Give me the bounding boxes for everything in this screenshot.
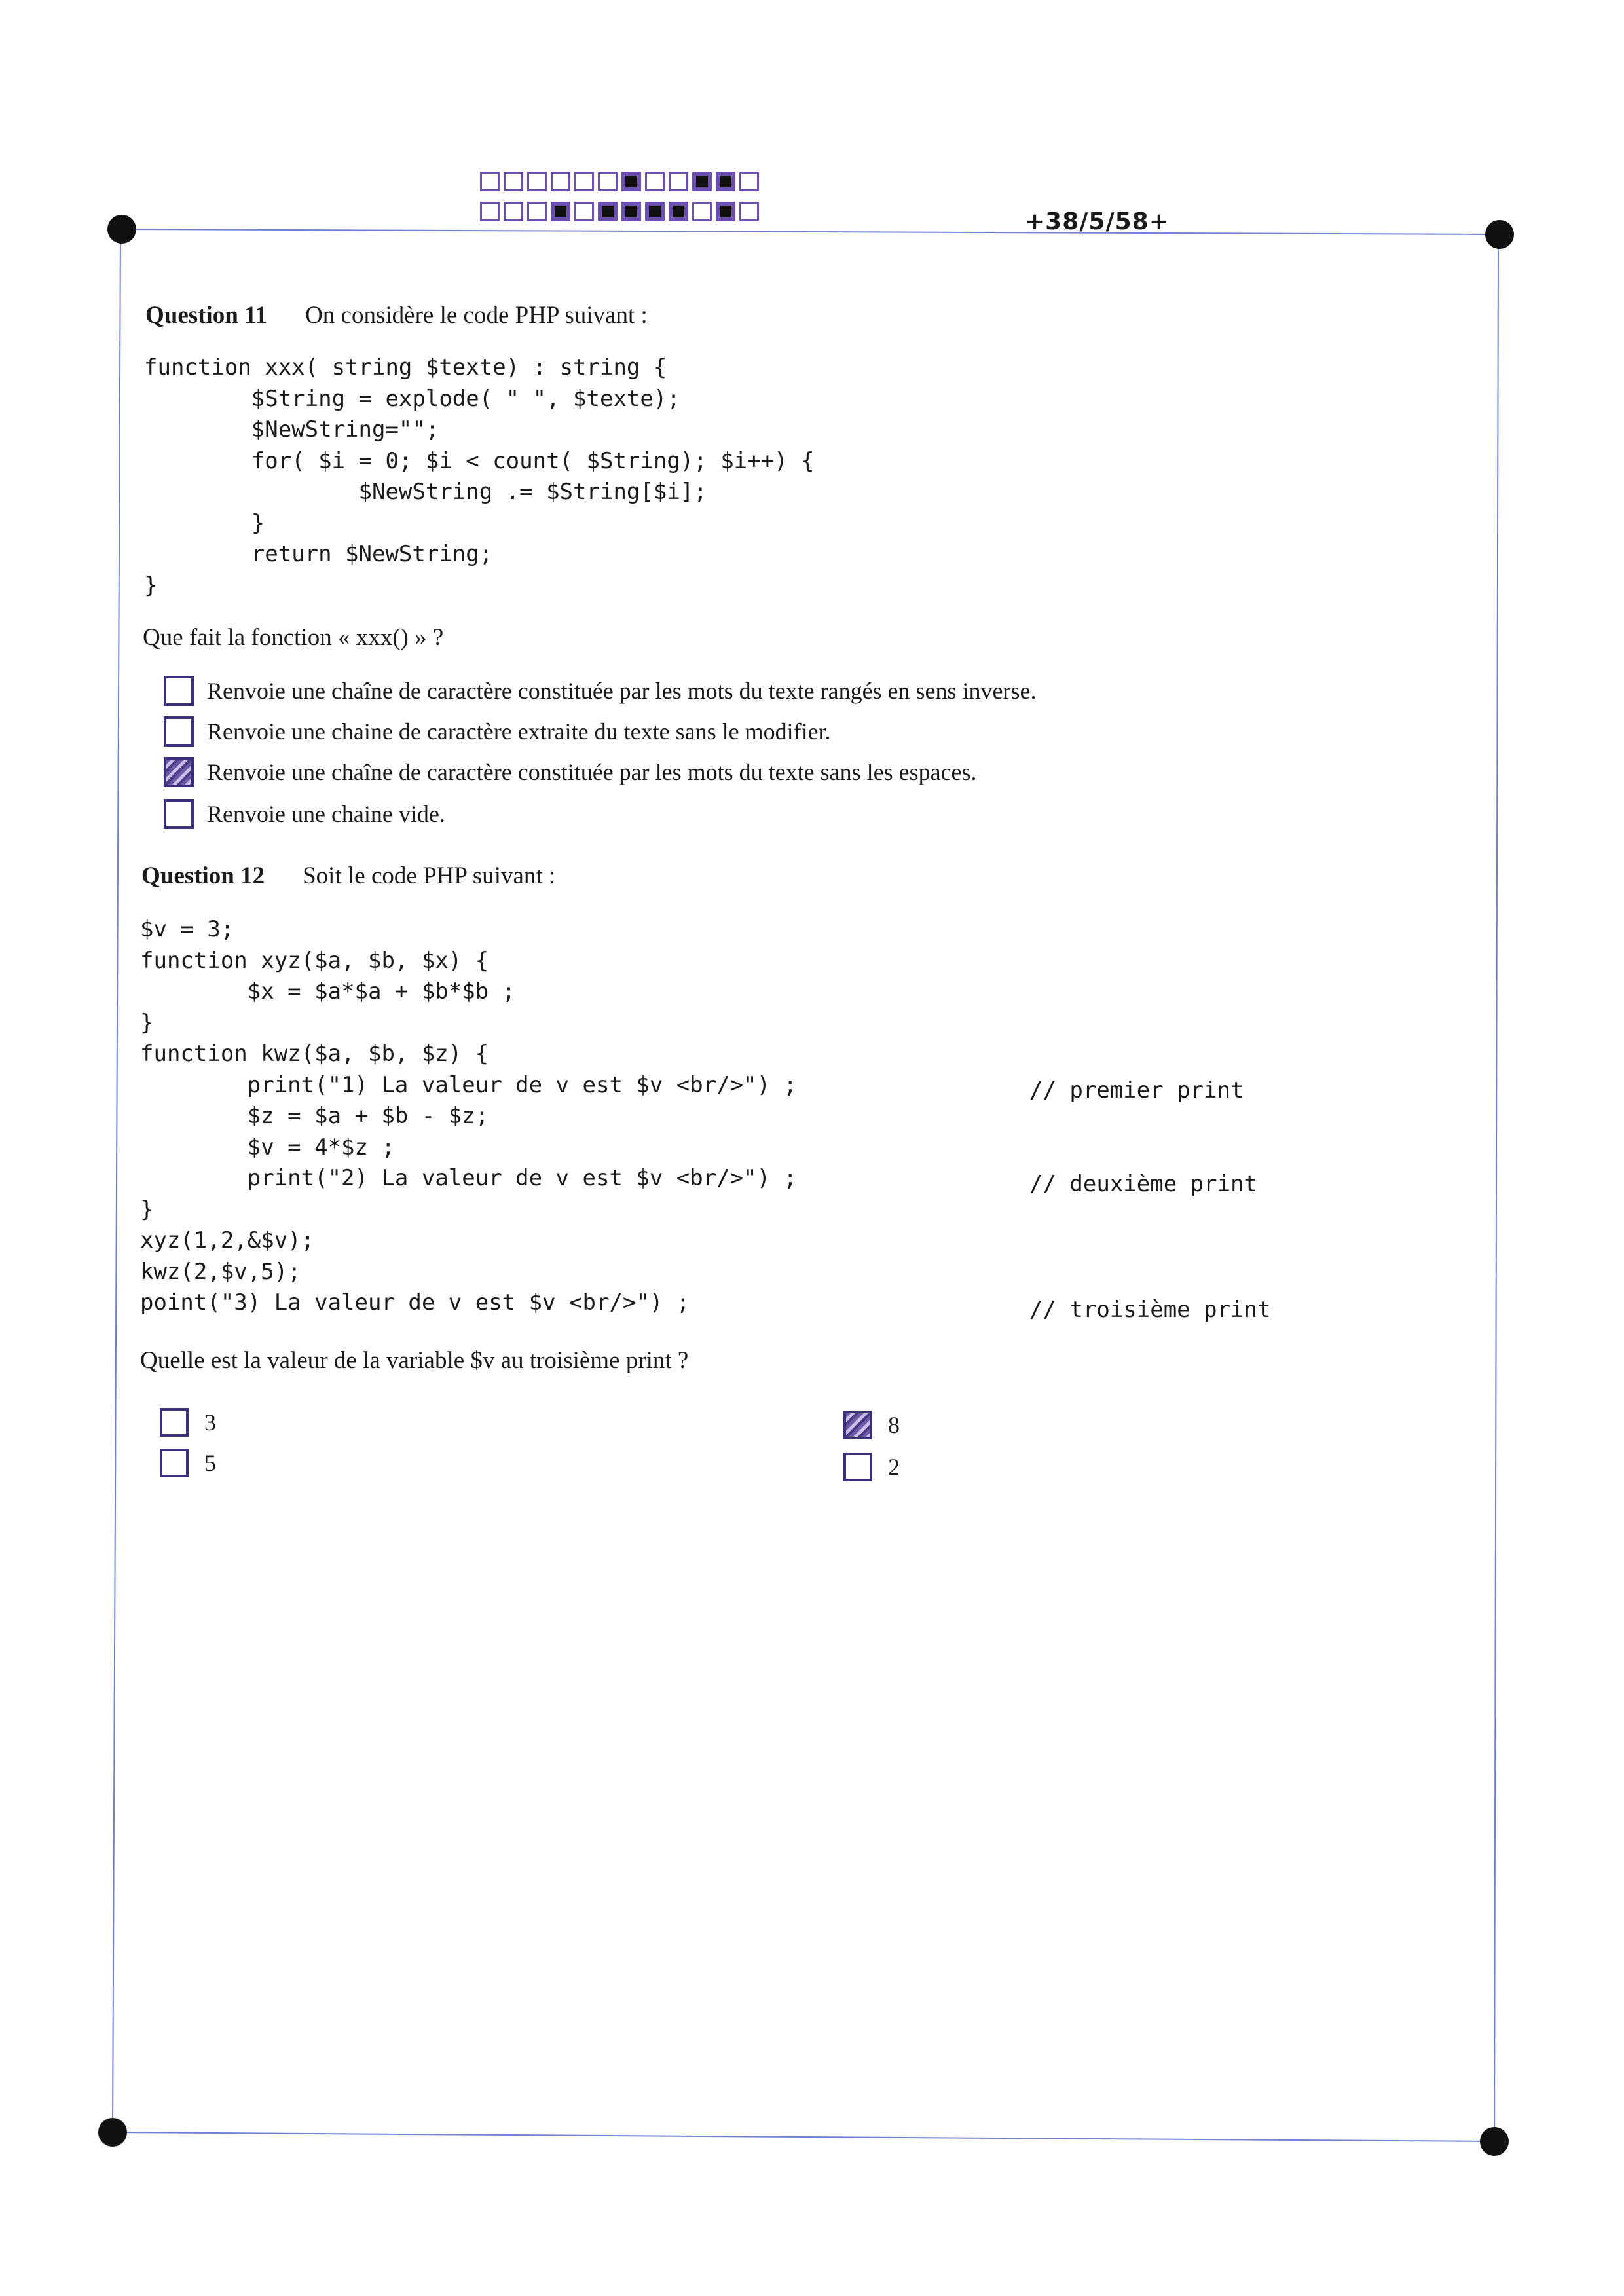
barcode-cell bbox=[480, 172, 500, 191]
barcode-cell bbox=[527, 202, 547, 221]
q11-option-1-label: Renvoie une chaîne de caractère constituée par les mots du texte rangés en sens inverse. bbox=[207, 678, 1037, 704]
question-12-code: $v = 3; function xyz($a, $b, $x) { $x = $a*$a + $b*$b ; } function kwz($a, $b, $z) { print("1) La valeur de v est $v <br/>") ; $z = $a + $b - $z; $v = 4*$z ; print("2) La valeur de v est $v <br/>") ; } xyz(1,2,&$v); kwz(2,$v,5); point("3) La valeur de v est $v <br/>") ; bbox=[140, 916, 798, 1316]
question-12-prompt: Quelle est la valeur de la variable $v au troisième print ? bbox=[140, 1347, 689, 1374]
barcode-cell bbox=[621, 172, 641, 191]
q12-option-8-label: 8 bbox=[888, 1412, 900, 1438]
question-11-prompt: Que fait la fonction « xxx() » ? bbox=[143, 624, 444, 651]
q12-option-3-label: 3 bbox=[204, 1409, 216, 1435]
barcode-cell bbox=[669, 202, 688, 221]
barcode-cell bbox=[480, 202, 500, 221]
question-intro: On considère le code PHP suivant : bbox=[305, 302, 648, 329]
comment-troisieme-print: // troisième print bbox=[1029, 1297, 1271, 1323]
barcode-cell bbox=[716, 172, 735, 191]
barcode-cell bbox=[504, 202, 523, 221]
exam-id: +38/5/58+ bbox=[1025, 208, 1170, 235]
q11-option-3-label: Renvoie une chaîne de caractère constituée par les mots du texte sans les espaces. bbox=[207, 759, 977, 785]
barcode-cell bbox=[598, 172, 618, 191]
corner-marker-bottom-left bbox=[98, 2118, 127, 2147]
q11-option-2-checkbox[interactable] bbox=[164, 716, 194, 747]
q12-option-8[interactable] bbox=[843, 1411, 900, 1439]
q11-option-3[interactable] bbox=[164, 757, 977, 787]
barcode-cell bbox=[645, 202, 665, 221]
question-12-header bbox=[141, 862, 555, 890]
barcode-cell bbox=[527, 172, 547, 191]
q11-option-2-label: Renvoie une chaine de caractère extraite du texte sans le modifier. bbox=[207, 718, 831, 745]
barcode-cell bbox=[551, 202, 570, 221]
barcode-bottom bbox=[480, 202, 759, 221]
comment-premier-print: // premier print bbox=[1029, 1077, 1244, 1103]
q12-option-8-checkbox[interactable] bbox=[843, 1411, 872, 1439]
q12-option-2[interactable] bbox=[843, 1453, 900, 1481]
q12-option-5-label: 5 bbox=[204, 1450, 216, 1476]
barcode-cell bbox=[669, 172, 688, 191]
barcode-top bbox=[480, 172, 759, 191]
barcode-cell bbox=[551, 172, 570, 191]
corner-marker-top-left bbox=[107, 215, 136, 244]
q12-option-5[interactable] bbox=[160, 1449, 216, 1477]
q11-option-4[interactable] bbox=[164, 799, 445, 829]
question-number: Question 12 bbox=[141, 862, 265, 889]
question-number: Question 11 bbox=[145, 302, 268, 329]
q12-option-2-checkbox[interactable] bbox=[843, 1453, 872, 1481]
q11-option-1[interactable] bbox=[164, 676, 1037, 706]
q11-option-4-label: Renvoie une chaine vide. bbox=[207, 801, 445, 827]
comment-deuxieme-print: // deuxième print bbox=[1029, 1171, 1257, 1197]
question-intro: Soit le code PHP suivant : bbox=[303, 862, 556, 889]
q11-option-3-checkbox[interactable] bbox=[164, 757, 194, 787]
q12-option-2-label: 2 bbox=[888, 1454, 900, 1480]
corner-marker-bottom-right bbox=[1480, 2127, 1509, 2156]
barcode-cell bbox=[504, 172, 523, 191]
barcode-cell bbox=[598, 202, 618, 221]
barcode-cell bbox=[739, 172, 759, 191]
q12-option-3-checkbox[interactable] bbox=[160, 1408, 189, 1437]
q12-option-5-checkbox[interactable] bbox=[160, 1449, 189, 1477]
barcode-cell bbox=[574, 172, 594, 191]
question-11-header bbox=[145, 301, 648, 329]
barcode-cell bbox=[621, 202, 641, 221]
barcode-cell bbox=[692, 202, 712, 221]
q11-option-2[interactable] bbox=[164, 716, 831, 747]
barcode-cell bbox=[716, 202, 735, 221]
q11-option-1-checkbox[interactable] bbox=[164, 676, 194, 706]
barcode-cell bbox=[692, 172, 712, 191]
question-11-code: function xxx( string $texte) : string { $String = explode( " ", $texte); $NewString=""; for( $i = 0; $i < count( $String); $i++) { $NewString .= $String[$i]; } return $NewString; } bbox=[144, 354, 815, 599]
barcode-cell bbox=[739, 202, 759, 221]
barcode-cell bbox=[645, 172, 665, 191]
corner-marker-top-right bbox=[1485, 220, 1514, 249]
barcode-cell bbox=[574, 202, 594, 221]
q12-option-3[interactable] bbox=[160, 1408, 216, 1437]
q11-option-4-checkbox[interactable] bbox=[164, 799, 194, 829]
